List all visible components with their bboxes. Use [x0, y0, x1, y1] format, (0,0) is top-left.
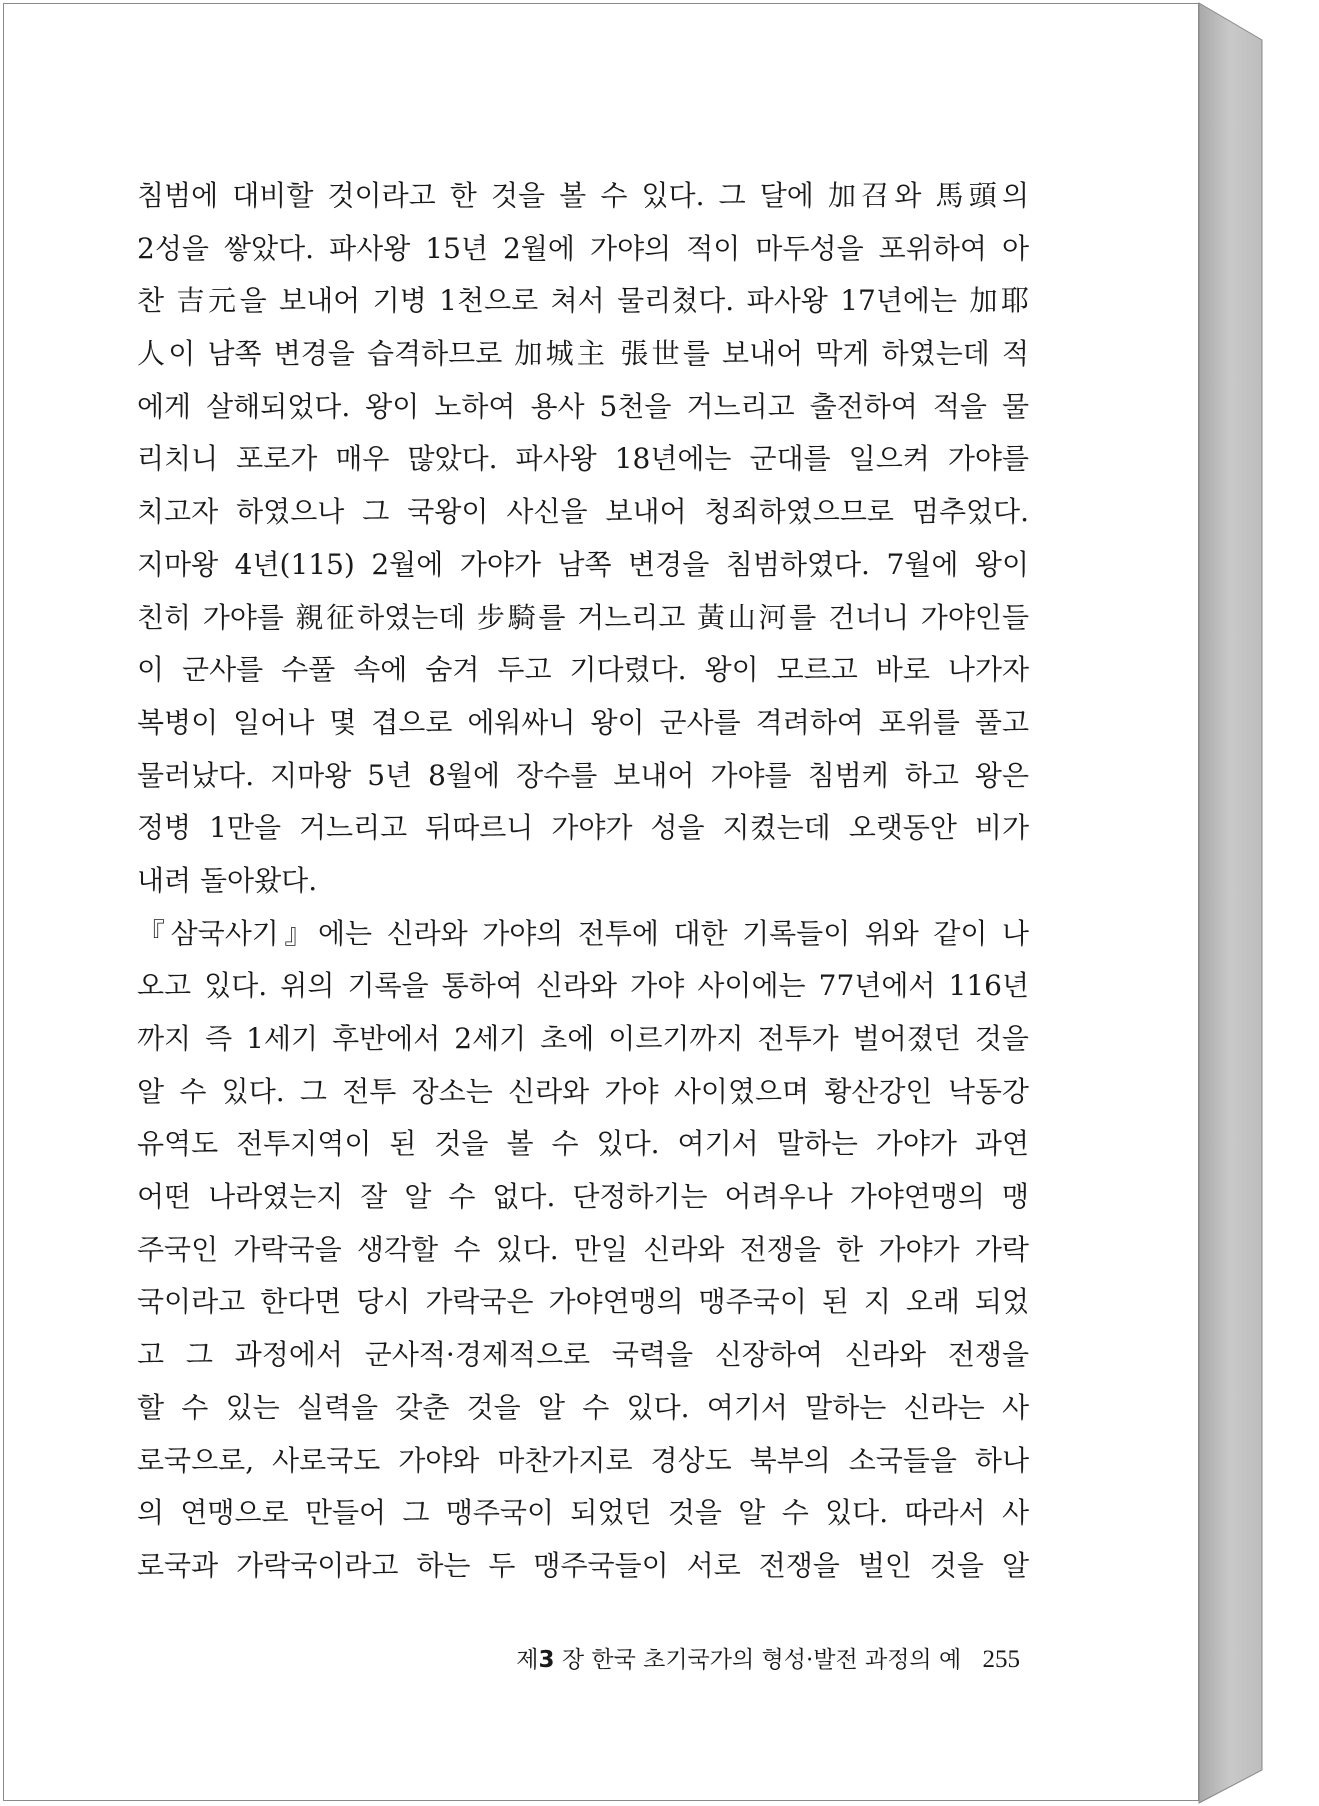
text-line: 오고 있다. 위의 기록을 통하여 신라와 가야 사이에는 77년에서 116년 [137, 969, 1029, 1003]
text-line: 물러났다. 지마왕 5년 8월에 장수를 보내어 가야를 침범케 하고 왕은 [137, 758, 1029, 792]
footer-chapter-number: 3 [538, 1647, 555, 1673]
text-line: 『삼국사기』에는 신라와 가야의 전투에 대한 기록들이 위와 같이 나 [137, 916, 1029, 950]
text-line: 친히 가야를 親征하였는데 步騎를 거느리고 黃山河를 건너니 가야인들 [137, 600, 1029, 634]
text-line: 할 수 있는 실력을 갖춘 것을 알 수 있다. 여기서 말하는 신라는 사 [137, 1390, 1029, 1424]
footer-chapter-title: 장 한국 초기국가의 형성·발전 과정의 예 [561, 1647, 962, 1673]
text-line: 지마왕 4년(115) 2월에 가야가 남쪽 변경을 침범하였다. 7월에 왕이 [137, 547, 1029, 581]
text-line: 정병 1만을 거느리고 뒤따르니 가야가 성을 지켰는데 오랫동안 비가 [137, 811, 1029, 845]
text-line: 리치니 포로가 매우 많았다. 파사왕 18년에는 군대를 일으켜 가야를 [137, 442, 1029, 476]
text-line: 침범에 대비할 것이라고 한 것을 볼 수 있다. 그 달에 加召와 馬頭의 [137, 179, 1029, 212]
text-line: 유역도 전투지역이 된 것을 볼 수 있다. 여기서 말하는 가야가 과연 [137, 1127, 1029, 1161]
paragraph-2 [137, 908, 1029, 1593]
text-line: 치고자 하였으나 그 국왕이 사신을 보내어 청죄하였으므로 멈추었다. [137, 495, 1029, 529]
paragraph-1 [137, 170, 1029, 908]
text-line: 국이라고 한다면 당시 가락국은 가야연맹의 맹주국이 된 지 오래 되었 [137, 1285, 1029, 1319]
footer-chapter-prefix: 제 [516, 1647, 539, 1673]
text-line: 에게 살해되었다. 왕이 노하여 용사 5천을 거느리고 출전하여 적을 물 [137, 389, 1029, 423]
page-body-text [137, 170, 1029, 1593]
text-line: 주국인 가락국을 생각할 수 있다. 만일 신라와 전쟁을 한 가야가 가락 [137, 1232, 1029, 1266]
text-line: 어떤 나라였는지 잘 알 수 없다. 단정하기는 어려우나 가야연맹의 맹 [137, 1180, 1029, 1214]
text-line: 고 그 과정에서 군사적·경제적으로 국력을 신장하여 신라와 전쟁을 [137, 1338, 1029, 1372]
text-line: 로국과 가락국이라고 하는 두 맹주국들이 서로 전쟁을 벌인 것을 알 [137, 1548, 1029, 1582]
text-line: 로국으로, 사로국도 가야와 마찬가지로 경상도 북부의 소국들을 하나 [137, 1443, 1029, 1477]
text-line: 까지 즉 1세기 후반에서 2세기 초에 이르기까지 전투가 벌어졌던 것을 [137, 1022, 1029, 1055]
text-line: 내려 돌아왔다. [137, 863, 318, 897]
page-number: 255 [982, 1646, 1020, 1673]
text-line: 찬 吉元을 보내어 기병 1천으로 쳐서 물리쳤다. 파사왕 17년에는 加耶 [137, 284, 1029, 318]
running-footer [470, 1640, 1020, 1680]
text-line: 人이 남쪽 변경을 습격하므로 加城主 張世를 보내어 막게 하였는데 적 [137, 337, 1029, 371]
book-side-edge [1199, 3, 1262, 1803]
text-line: 의 연맹으로 만들어 그 맹주국이 되었던 것을 알 수 있다. 따라서 사 [137, 1496, 1029, 1530]
text-line: 알 수 있다. 그 전투 장소는 신라와 가야 사이였으며 황산강인 낙동강 [137, 1074, 1029, 1108]
text-line: 2성을 쌓았다. 파사왕 15년 2월에 가야의 적이 마두성을 포위하여 아 [137, 231, 1029, 265]
text-line: 이 군사를 수풀 속에 숨겨 두고 기다렸다. 왕이 모르고 바로 나가자 [137, 653, 1029, 687]
text-line: 복병이 일어나 몇 겹으로 에워싸니 왕이 군사를 격려하여 포위를 풀고 [137, 705, 1029, 739]
